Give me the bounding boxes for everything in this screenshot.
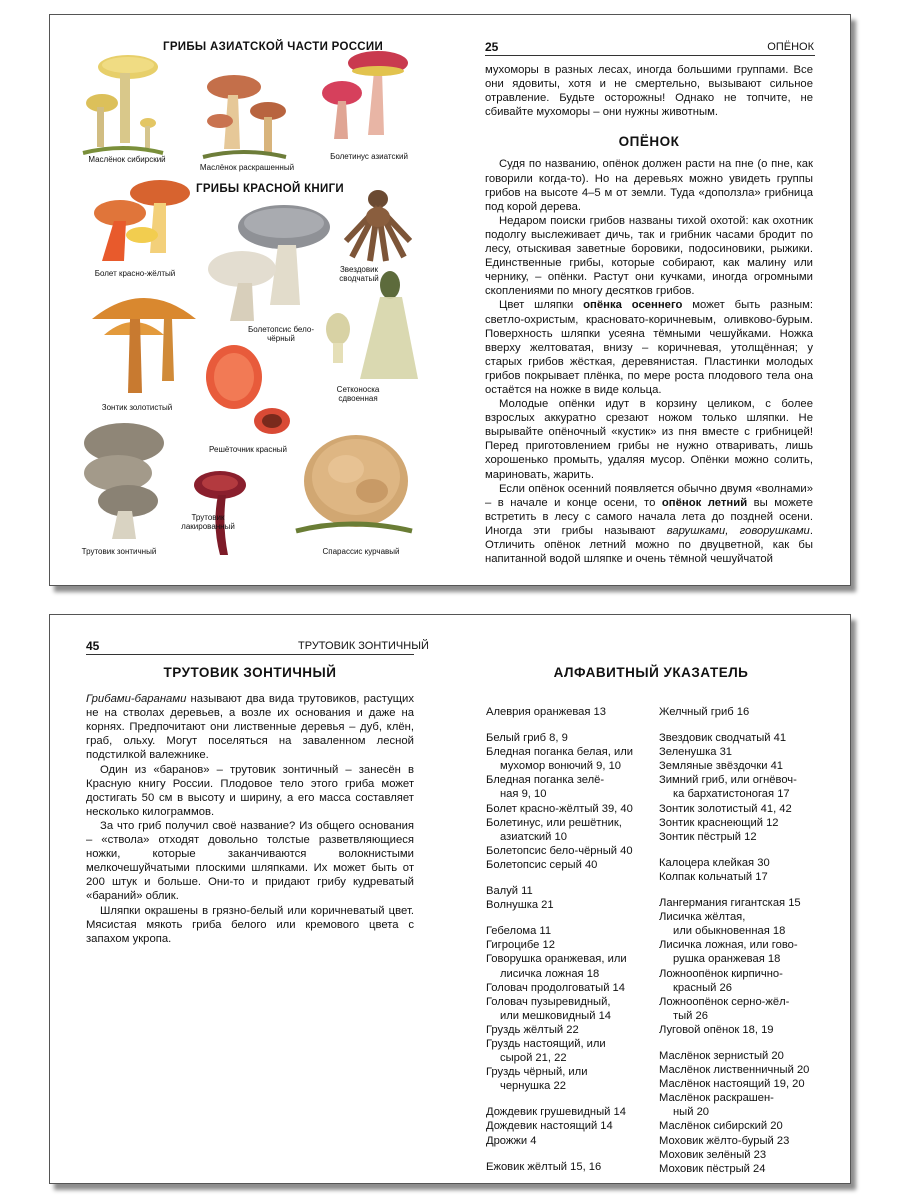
index-entry: Звездовик сводчатый 41 [659, 732, 787, 745]
index-entry-continuation: азиатский 10 [500, 830, 567, 843]
index-entry-continuation: ный 20 [673, 1106, 710, 1119]
index-entry: Желчный гриб 16 [659, 706, 750, 718]
index-entry: Зимний гриб, или огнёвоч- [659, 774, 797, 787]
index-entry-continuation: тый 26 [673, 1009, 708, 1022]
index-entry: Груздь чёрный, или [486, 1066, 588, 1079]
maslenok-raskrash-illustration [198, 67, 290, 167]
paragraph: Грибами-баранами называют два вида трутовиков, растущих не на стволах деревьев, а возле их основания и даже на корнях. Предпочитают они лиственные деревья – дуб, клён, граб, ольху. Могут поселяться на заваленном лесной подстилкой валежнике. [86, 693, 414, 762]
index-entry: Алеврия оранжевая 13 [486, 706, 606, 718]
sparassis-illustration [286, 413, 416, 543]
title-red-book-mushrooms: ГРИБЫ КРАСНОЙ КНИГИ [196, 183, 344, 195]
index-entry: Зонтик краснеющий 12 [659, 816, 779, 829]
index-entry: Лисичка ложная, или гово- [659, 939, 798, 952]
index-entry: Колпак кольчатый 17 [659, 870, 768, 883]
index-entry: Моховик пёстрый 24 [659, 1162, 766, 1175]
paragraph: Один из «баранов» – трутовик зонтичный – занесён в Красную книгу России. Плодовое тело этого гриба может достигать 50 см в высоту и ширину, а его масса составляет несколько килограммов. [86, 763, 414, 818]
index-entry: Груздь настоящий, или [486, 1037, 606, 1050]
index-entry: Моховик зелёный 23 [659, 1148, 767, 1161]
reshetochnik-illustration [198, 337, 294, 441]
caption-bolet-krasno: Болет красно-жёлтый [94, 269, 176, 278]
index-entry: Земляные звёздочки 41 [659, 760, 784, 773]
index-gap [659, 884, 823, 896]
index-entry-continuation: рушка оранжевая 18 [673, 953, 781, 966]
index-gap [486, 912, 656, 924]
section-heading: ТРУТОВИК ЗОНТИЧНЫЙ [163, 665, 337, 680]
index-entry: Ложноопёнок кирпично- [659, 967, 783, 980]
index-entry-continuation: мухомор вонючий 9, 10 [500, 760, 622, 773]
index-entry: Волнушка 21 [486, 899, 554, 912]
bolet-krasno-zheltiy-illustration [84, 173, 192, 271]
index-gap [486, 1148, 656, 1160]
index-entry: Болетопсис серый 40 [486, 858, 598, 871]
index-column-2 [659, 705, 823, 1176]
paragraph: Цвет шляпки опёнка осеннего может быть разным: светло-охристым, красновато-коричневым, оливково-бурым. Поверхность шляпки усеяна тёмными чешуйками. Ножка вверху желтоватая, внизу – коричневая, утолщённая; у старых грибов жёсткая, деревянистая. Пластинки молодых грибов покрывает плёнка, по мере роста плодового тела она остаётся на ножке в виде кольца. [485, 299, 814, 396]
index-entry: Маслёнок настоящий 19, 20 [659, 1078, 805, 1091]
index-entry: Груздь жёлтый 22 [486, 1023, 579, 1036]
index-entry-continuation: ная 9, 10 [500, 788, 547, 801]
header-rule [86, 654, 414, 655]
running-head: ТРУТОВИК ЗОНТИЧНЫЙ [298, 640, 429, 652]
paragraph: мухоморы в разных лесах, иногда большими группами. Все они ядовиты, хотя и не смертельно, вызывают сильное отравление. Будьте осторожны! Однако не топчите, не сбивайте мухоморы – они нужны животным. [485, 64, 813, 119]
paragraph: Судя по названию, опёнок должен расти на пне (о пне, как говорили когда-то). Но на деревьях можно увидеть группы грибов на высоте 4–5 м от земли. Туда «доползла» грибница под корой дерева. [485, 158, 813, 213]
page-illustrations [50, 15, 420, 585]
index-gap [659, 844, 823, 856]
index-entry: Лангермания гигантская 15 [659, 897, 801, 910]
index-entry: Ежовик жёлтый 15, 16 [486, 1160, 602, 1173]
index-gap [486, 1093, 656, 1105]
index-entry: Маслёнок зернистый 20 [659, 1049, 784, 1062]
index-entry: Дрожжи 4 [486, 1134, 537, 1147]
caption-setkonoska: Сетконоска сдвоенная [336, 385, 380, 403]
paragraph: Недаром поиски грибов названы тихой охотой: как охотник подолгу выслеживает дичь, так и грибник часами бродит по лесу, отыскивая заветные боровики, подосиновики, рыжики. Единственные грибы, которые собирают, как малину или чернику, – опёнки. Растут они кучками, иногда огромными скоплениями по многу десятков грибов. [485, 214, 813, 298]
header-rule [485, 55, 815, 56]
running-head: ОПЁНОК [767, 41, 814, 53]
index-entry-continuation: красный 26 [673, 981, 732, 994]
book-spread-top [49, 14, 851, 586]
index-entry: Маслёнок раскрашен- [659, 1092, 774, 1105]
index-entry: Гебелома 11 [486, 925, 552, 938]
caption-maslenok-raskrash: Маслёнок раскрашенный [199, 163, 295, 172]
italic-term: Грибами-баранами [86, 693, 187, 706]
index-heading: АЛФАВИТНЫЙ УКАЗАТЕЛЬ [553, 665, 749, 680]
index-entry: Болетинус, или решётник, [486, 816, 622, 829]
index-entry: Маслёнок лиственничный 20 [659, 1064, 810, 1077]
caption-trutovik-lak: Трутовик лакированный [181, 513, 235, 531]
index-entry: Белый гриб 8, 9 [486, 732, 568, 745]
paragraph: Если опёнок осенний появляется обычно двумя «волнами» – в начале и конце осени, то опёнок летний вы можете встретить в лесу с самого начала лета до поздней осени. Иногда эти грибы называют варушками, говорушками. Отличить опёнок летний можно по двуцветной, как бы напитанной водой шляпке и очень тёмной чешуйчатой [485, 482, 813, 566]
index-entry-continuation: чернушка 22 [500, 1080, 566, 1093]
index-entry: Болет красно-жёлтый 39, 40 [486, 802, 633, 815]
index-entry: Ложноопёнок серно-жёл- [659, 995, 790, 1008]
index-entry: Дождевик настоящий 14 [486, 1120, 613, 1133]
caption-zvezdovik: Звездовик сводчатый [339, 265, 379, 283]
index-gap [486, 719, 656, 731]
trutovik-zontichny-illustration [78, 415, 170, 545]
book-spread-bottom [49, 614, 851, 1184]
paragraph: Шляпки окрашены в грязно-белый или коричневатый цвет. Мясистая мякоть гриба белого или кремового цвета с запахом укропа. [86, 904, 414, 945]
index-gap [486, 872, 656, 884]
index-entry: Бледная поганка зелё- [486, 774, 605, 787]
index-gap [659, 719, 823, 731]
trutovik-lak-illustration [182, 465, 252, 559]
caption-boletinus: Болетинус азиатский [330, 152, 408, 161]
index-entry: Гигроцибе 12 [486, 939, 555, 952]
index-entry-continuation: лисичка ложная 18 [500, 967, 600, 980]
index-entry: Дождевик грушевидный 14 [486, 1106, 626, 1119]
maslenok-sibirsky-illustration [78, 43, 168, 158]
bold-term: опёнок летний [661, 496, 748, 509]
index-entry: Маслёнок сибирский 20 [659, 1120, 783, 1133]
boletopsis-illustration [200, 197, 335, 327]
zvezdovik-illustration [342, 187, 412, 269]
index-entry: Валуй 11 [486, 885, 533, 898]
index-entry: Моховик жёлто-бурый 23 [659, 1134, 790, 1147]
article-trutovik [86, 660, 414, 946]
index-gap [659, 1037, 823, 1049]
index-entry: Бледная поганка белая, или [486, 746, 633, 759]
index-entry: Зеленушка 31 [659, 746, 733, 759]
page-number: 25 [485, 40, 499, 54]
index-entry: Головач пузыревидный, [486, 995, 611, 1008]
zontik-illustration [84, 285, 204, 403]
paragraph: Молодые опёнки идут в корзину целиком, с более взрослых аккуратно срезают ножом только шляпки. Не вырывайте опёночный «кустик» из пня вместе с грибницей! Перед приготовлением грибы не нужно отваривать, лишь хорошенько промыть, удаляя мусор. Опёнки можно солить, мариновать, жарить. [485, 398, 813, 481]
title-asian-mushrooms: ГРИБЫ АЗИАТСКОЙ ЧАСТИ РОССИИ [163, 41, 384, 53]
index-entry: Луговой опёнок 18, 19 [659, 1023, 774, 1036]
paragraph: За что гриб получил своё название? Из общего основания – «ствола» отходят довольно толстые разветвляющиеся ножки, которые заканчиваются волокнистыми мелкочешуйчатыми плоскими шляпками. Их может быть от 200 штук и больше. Они-то и придают грибу кудреватый «бараний» облик. [86, 819, 414, 903]
caption-maslenok-sibirsky: Маслёнок сибирский [88, 155, 166, 164]
index-entry-continuation: или обыкновенная 18 [673, 925, 786, 938]
index-entry: Болетопсис бело-чёрный 40 [486, 844, 633, 857]
caption-trutovik-zont: Трутовик зонтичный [81, 547, 157, 556]
index-entry: Калоцера клейкая 30 [659, 856, 770, 869]
index-entry-continuation: или мешковидный 14 [500, 1009, 612, 1022]
index-entry-continuation: ка бархатистоногая 17 [673, 788, 790, 801]
index-entry: Зонтик пёстрый 12 [659, 830, 757, 843]
caption-reshetochnik: Решёточник красный [209, 445, 287, 454]
index-entry: Лисичка жёлтая, [659, 911, 746, 924]
bold-term: опёнка осеннего [583, 299, 683, 312]
index-column-1 [486, 705, 656, 1174]
index-entry: Зонтик золотистый 41, 42 [659, 802, 792, 815]
index-entry: Головач продолговатый 14 [486, 981, 625, 994]
setkonoska-illustration [320, 269, 418, 399]
section-heading: ОПЁНОК [618, 134, 680, 150]
article-opyonok [485, 63, 813, 566]
caption-boletopsis: Болетопсис бело-чёрный [248, 325, 314, 343]
caption-zontik: Зонтик золотистый [101, 403, 173, 412]
page-number: 45 [86, 639, 100, 653]
caption-sparassis: Спарассис курчавый [322, 547, 400, 556]
index-entry-continuation: сырой 21, 22 [500, 1052, 567, 1065]
italic-term: варушками, говорушками [666, 524, 810, 537]
index-entry: Говорушка оранжевая, или [486, 953, 627, 966]
boletinus-illustration [318, 43, 416, 151]
